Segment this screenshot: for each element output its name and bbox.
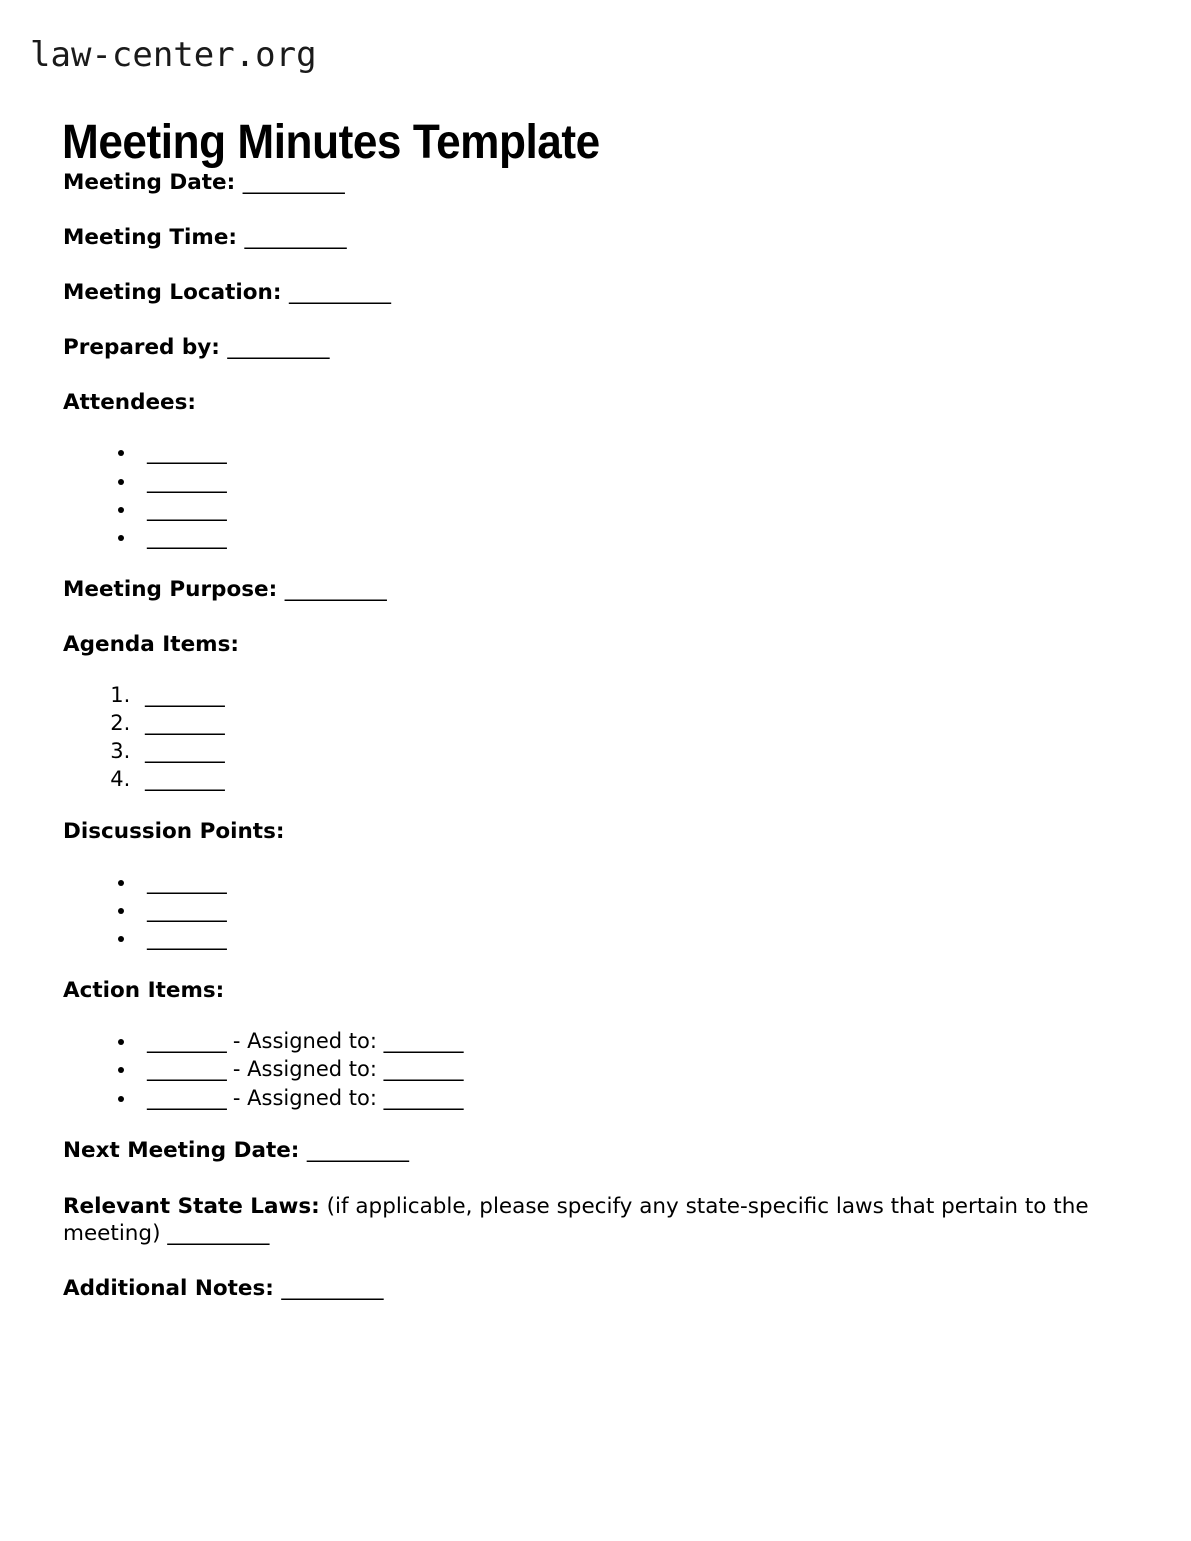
field-note: (if applicable, please specify any state-specific laws that pertain to the meeting)	[63, 1193, 1089, 1247]
field-meeting-date	[63, 170, 1123, 197]
field-label: Next Meeting Date:	[63, 1137, 300, 1163]
page-title: Meeting Minutes Template	[62, 116, 600, 170]
list-item[interactable]	[137, 681, 1123, 709]
section-heading-attendees: Attendees:	[63, 389, 197, 415]
section-heading-discussion-points: Discussion Points:	[63, 819, 285, 845]
attendee-blank[interactable]: ________	[147, 496, 227, 521]
attendee-blank[interactable]: ________	[147, 468, 227, 493]
list-item[interactable]	[137, 868, 1123, 896]
discussion-blank[interactable]: ________	[147, 870, 227, 894]
field-blank[interactable]: __________	[242, 170, 345, 195]
field-blank[interactable]: __________	[288, 279, 391, 305]
list-item[interactable]	[137, 1084, 1123, 1112]
field-label: Meeting Time:	[63, 224, 238, 250]
field-label: Relevant State Laws:	[63, 1193, 320, 1219]
action-assignee-blank[interactable]: ________	[383, 1029, 463, 1054]
discussion-blank[interactable]: ________	[147, 898, 227, 923]
field-blank[interactable]: __________	[281, 1276, 383, 1302]
field-blank[interactable]: __________	[284, 576, 387, 602]
field-label: Meeting Location:	[63, 279, 282, 305]
list-item[interactable]	[137, 737, 1123, 765]
action-task-blank[interactable]: ________	[147, 1085, 227, 1110]
field-next-meeting-date	[63, 1138, 1123, 1165]
field-blank[interactable]: __________	[306, 1137, 409, 1163]
agenda-blank[interactable]: ________	[145, 767, 225, 791]
action-assignee-blank[interactable]: ________	[383, 1085, 463, 1110]
attendees-list	[63, 438, 1123, 551]
document-body	[63, 170, 1123, 1331]
site-url: law-center.org	[30, 35, 317, 75]
assigned-to-label: - Assigned to:	[232, 1085, 377, 1110]
field-meeting-time	[63, 225, 1123, 252]
list-item[interactable]	[137, 765, 1123, 793]
field-additional-notes	[63, 1276, 1123, 1303]
attendee-blank[interactable]: ________	[147, 440, 227, 465]
assigned-to-label: - Assigned to:	[232, 1057, 377, 1082]
list-item[interactable]	[137, 924, 1123, 952]
attendee-blank[interactable]: ________	[147, 524, 227, 549]
field-blank[interactable]: __________	[227, 334, 329, 360]
list-item[interactable]	[137, 1027, 1123, 1055]
list-item[interactable]	[137, 438, 1123, 466]
agenda-blank[interactable]: ________	[145, 710, 225, 735]
field-prepared-by	[63, 335, 1123, 362]
field-label: Meeting Date:	[63, 170, 236, 195]
list-item[interactable]	[137, 896, 1123, 924]
list-item[interactable]	[137, 1055, 1123, 1083]
field-meeting-purpose	[63, 577, 1123, 604]
action-task-blank[interactable]: ________	[147, 1057, 227, 1082]
assigned-to-label: - Assigned to:	[232, 1029, 377, 1054]
list-item[interactable]	[137, 495, 1123, 523]
action-assignee-blank[interactable]: ________	[383, 1057, 463, 1082]
field-label: Meeting Purpose:	[63, 576, 278, 602]
field-meeting-location	[63, 280, 1123, 307]
list-item[interactable]	[137, 523, 1123, 551]
field-label: Additional Notes:	[63, 1276, 274, 1302]
agenda-items-list	[63, 681, 1123, 794]
discussion-blank[interactable]: ________	[147, 926, 227, 951]
discussion-points-list	[63, 868, 1123, 952]
section-heading-agenda-items: Agenda Items:	[63, 631, 239, 657]
field-blank[interactable]: __________	[244, 224, 347, 250]
list-item[interactable]	[137, 467, 1123, 495]
list-item[interactable]	[137, 709, 1123, 737]
action-task-blank[interactable]: ________	[147, 1029, 227, 1054]
field-blank[interactable]: __________	[167, 1221, 269, 1247]
action-items-list	[63, 1027, 1123, 1111]
agenda-blank[interactable]: ________	[145, 682, 225, 707]
field-relevant-state-laws	[63, 1193, 1108, 1249]
agenda-blank[interactable]: ________	[145, 738, 225, 763]
field-label: Prepared by:	[63, 334, 220, 360]
section-heading-action-items: Action Items:	[63, 978, 225, 1004]
